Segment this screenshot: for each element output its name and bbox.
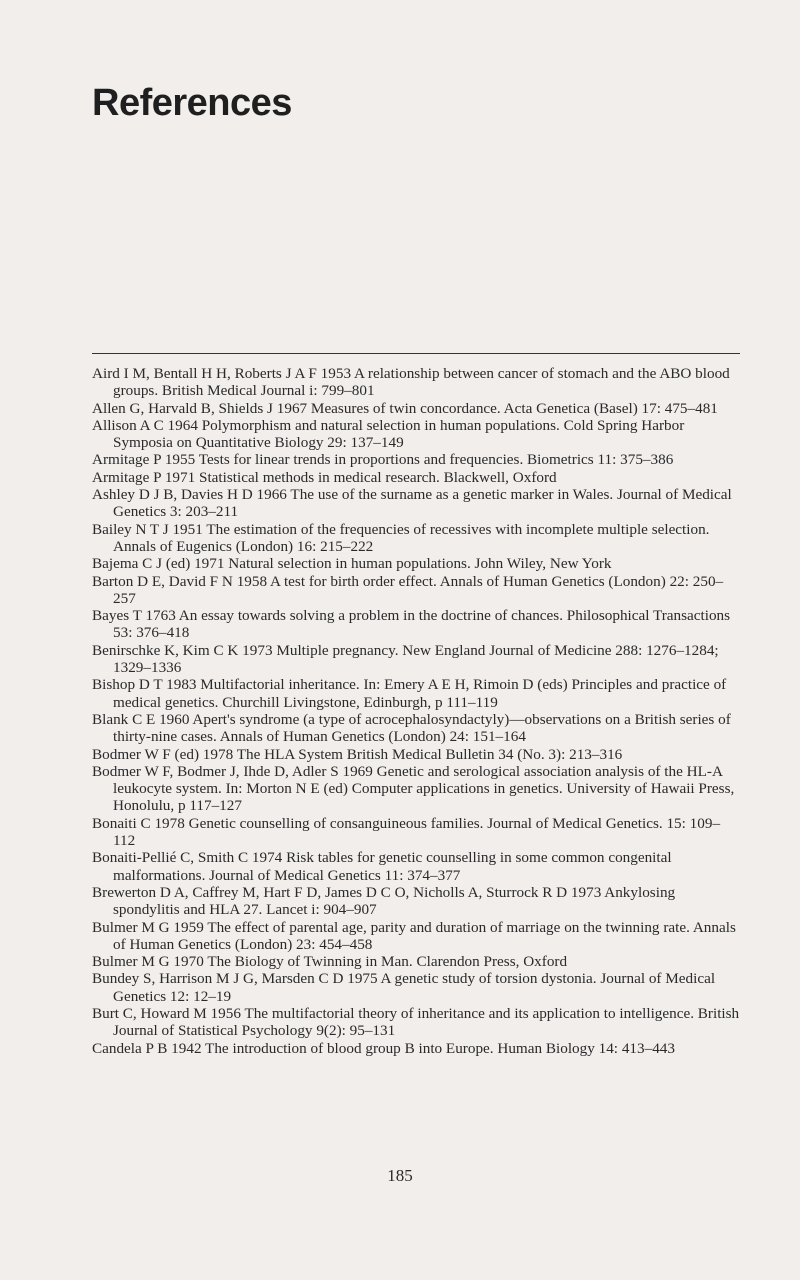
reference-item: Allison A C 1964 Polymorphism and natural selection in human populations. Cold Spring Harbor Symposia on Quantitative Biology 29: 137–149 <box>92 416 685 452</box>
reference-item: Bulmer M G 1959 The effect of parental age, parity and duration of marriage on the twinning rate. Annals of Human Genetics (London) 23: 454–458 <box>92 918 736 953</box>
reference-item: Bailey N T J 1951 The estimation of the frequencies of recessives with incomplete multiple selection. Annals of Eugenics (London) 16: 215–222 <box>92 520 710 555</box>
reference-item: Armitage P 1955 Tests for linear trends in proportions and frequencies. Biometrics 11: 375–386 <box>92 451 674 469</box>
page-number: 185 <box>387 1166 413 1185</box>
reference-list <box>92 365 742 1057</box>
reference-item: Ashley D J B, Davies H D 1966 The use of the surname as a genetic marker in Wales. Journal of Medical Genetics 3: 203–211 <box>92 486 732 521</box>
reference-item: Benirschke K, Kim C K 1973 Multiple pregnancy. New England Journal of Medicine 288: 1276–1284; 1329–1336 <box>92 641 719 677</box>
page-title: References <box>92 82 292 124</box>
reference-item: Barton D E, David F N 1958 A test for birth order effect. Annals of Human Genetics (London) 22: 250–257 <box>92 572 724 607</box>
reference-item: Blank C E 1960 Apert's syndrome (a type of acrocephalosyndactyly)—observations on a British series of thirty-nine cases. Annals of Human Genetics (London) 24: 151–164 <box>92 710 731 746</box>
reference-item: Armitage P 1971 Statistical methods in medical research. Blackwell, Oxford <box>92 468 557 486</box>
reference-item: Bayes T 1763 An essay towards solving a problem in the doctrine of chances. Philosophical Transactions 53: 376–418 <box>92 607 731 642</box>
reference-item: Bundey S, Harrison M J G, Marsden C D 1975 A genetic study of torsion dystonia. Journal of Medical Genetics 12: 12–19 <box>92 970 716 1005</box>
reference-item: Bulmer M G 1970 The Biology of Twinning in Man. Clarendon Press, Oxford <box>92 953 568 971</box>
reference-item: Aird I M, Bentall H H, Roberts J A F 1953 A relationship between cancer of stomach and the ABO blood groups. British Medical Journal i: 799–801 <box>92 365 730 400</box>
reference-item: Bishop D T 1983 Multifactorial inheritance. In: Emery A E H, Rimoin D (eds) Principles and practice of medical genetics. Churchill Livingstone, Edinburgh, p 111–119 <box>92 676 727 711</box>
reference-item: Bonaiti C 1978 Genetic counselling of consanguineous families. Journal of Medical Genetics. 15: 109–112 <box>92 814 721 850</box>
title-divider <box>92 353 740 354</box>
reference-item: Candela P B 1942 The introduction of blood group B into Europe. Human Biology 14: 413–443 <box>92 1039 675 1057</box>
reference-item: Burt C, Howard M 1956 The multifactorial theory of inheritance and its application to intelligence. British Journal of Statistical Psychology 9(2): 95–131 <box>92 1004 740 1040</box>
reference-item: Bodmer W F (ed) 1978 The HLA System British Medical Bulletin 34 (No. 3): 213–316 <box>92 745 623 763</box>
reference-item: Bodmer W F, Bodmer J, Ihde D, Adler S 1969 Genetic and serological association analysis of the HL-A leukocyte system. In: Morton N E (ed) Computer applications in genetics. University of Hawaii Press, Honolulu, p 117–127 <box>92 762 735 815</box>
reference-item: Bajema C J (ed) 1971 Natural selection in human populations. John Wiley, New York <box>92 555 612 573</box>
reference-item: Brewerton D A, Caffrey M, Hart F D, James D C O, Nicholls A, Sturrock R D 1973 Ankylosing spondylitis and HLA 27. Lancet i: 904–907 <box>92 883 676 919</box>
reference-item: Allen G, Harvald B, Shields J 1967 Measures of twin concordance. Acta Genetica (Basel) 17: 475–481 <box>92 399 718 417</box>
reference-item: Bonaiti-Pellié C, Smith C 1974 Risk tables for genetic counselling in some common congenital malformations. Journal of Medical Genetics 11: 374–377 <box>92 849 672 884</box>
